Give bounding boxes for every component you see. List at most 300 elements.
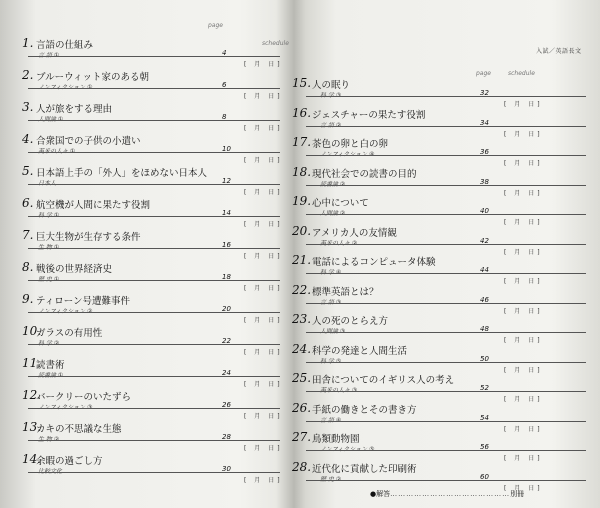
entry-page-number: 40 — [480, 207, 489, 215]
bracket: ] — [537, 484, 543, 492]
toc-entry — [22, 132, 283, 164]
schedule-month-label: 月 — [254, 125, 264, 132]
page-column-label: page — [476, 70, 491, 77]
entry-rule — [306, 362, 586, 363]
bracket: [ — [504, 248, 510, 256]
schedule-month-label: 月 — [514, 130, 524, 138]
entry-number: 7. — [22, 228, 34, 242]
schedule-day-label: 日 — [268, 349, 278, 356]
entry-number: 19. — [292, 194, 312, 208]
entry-title: 電話によるコンピュータ体験 — [312, 257, 436, 268]
schedule-field[interactable] — [244, 347, 283, 356]
entry-number: 15. — [292, 76, 312, 90]
entry-category: ノンフィクション ⑤ — [320, 446, 375, 453]
bracket: [ — [244, 157, 250, 164]
toc-entry — [292, 76, 586, 106]
entry-rule — [306, 155, 586, 156]
schedule-month-label: 月 — [254, 349, 264, 356]
entry-rule — [306, 214, 586, 215]
entry-category: 読書論 ① — [38, 372, 64, 379]
entry-title: 言語の仕組み — [36, 40, 94, 51]
schedule-day-label: 日 — [268, 93, 278, 100]
bracket: ] — [537, 101, 543, 108]
entry-rule — [306, 273, 586, 274]
entry-rule — [28, 120, 280, 121]
entry-title: 航空機が人間に果たす役割 — [36, 200, 151, 211]
entry-page-number: 18 — [222, 273, 231, 281]
entry-rule — [306, 480, 586, 481]
bracket: [ — [244, 413, 250, 420]
toc-entry — [292, 106, 586, 136]
bracket: ] — [537, 278, 543, 285]
schedule-day-label: 日 — [268, 317, 278, 324]
entry-number: 12. — [22, 388, 42, 402]
separate-volume-label: 別冊 — [510, 490, 525, 498]
entry-title: 人の眠り — [312, 80, 351, 91]
bracket: [ — [504, 484, 510, 492]
toc-entry — [22, 68, 283, 100]
schedule-field[interactable] — [244, 379, 283, 388]
entry-rule — [28, 440, 280, 441]
entry-rule — [28, 216, 280, 217]
entry-number: 25. — [292, 371, 312, 385]
entry-number: 1. — [22, 36, 34, 50]
toc-entry — [292, 135, 586, 165]
schedule-month-label: 月 — [514, 101, 524, 108]
toc-entry — [292, 342, 586, 372]
toc-entry — [22, 228, 283, 260]
bracket: ] — [537, 130, 543, 138]
bracket: [ — [504, 101, 510, 108]
entry-page-number: 44 — [480, 266, 489, 274]
entry-page-number: 42 — [480, 236, 489, 245]
schedule-column-label: schedule — [508, 70, 535, 77]
entry-title: 人が旅をする理由 — [36, 104, 113, 115]
entry-title: 鳥類動物園 — [312, 434, 360, 445]
entry-category: 言 語 ① — [38, 52, 60, 59]
toc-entry — [292, 401, 586, 431]
entry-title: 日本語上手の「外人」をほめない日本人 — [36, 168, 208, 179]
entry-rule — [306, 391, 586, 392]
entry-page-number: 50 — [480, 354, 489, 363]
entry-rule — [306, 303, 586, 304]
entry-page-number: 32 — [480, 89, 489, 97]
entry-page-number: 52 — [480, 384, 489, 392]
schedule-month-label: 月 — [514, 484, 524, 492]
bracket: [ — [244, 189, 250, 196]
bracket: ] — [277, 253, 283, 260]
entry-title: カキの不思議な生態 — [36, 424, 122, 435]
entry-title: 現代社会での読書の目的 — [312, 168, 417, 180]
entry-page-number: 10 — [222, 145, 231, 153]
entry-number: 21. — [292, 253, 312, 267]
entry-number: 2. — [22, 68, 34, 82]
bracket: [ — [244, 445, 250, 452]
left-page — [0, 0, 288, 508]
schedule-month-label: 月 — [514, 248, 524, 256]
schedule-day-label: 日 — [528, 219, 538, 226]
entry-category: ノンフィクション ③ — [38, 404, 93, 411]
schedule-month-label: 月 — [514, 160, 524, 167]
bracket: ] — [277, 189, 283, 196]
schedule-month-label: 月 — [254, 189, 264, 196]
schedule-day-label: 日 — [528, 130, 538, 138]
schedule-month-label: 月 — [254, 317, 264, 324]
entry-number: 22. — [292, 282, 312, 297]
bracket: ] — [277, 477, 283, 484]
bracket: ] — [277, 285, 283, 292]
schedule-month-label: 月 — [254, 445, 264, 452]
entry-title: 標準英語とは？ — [312, 286, 379, 298]
schedule-day-label: 日 — [528, 484, 538, 492]
schedule-field[interactable] — [244, 219, 283, 228]
bracket: ] — [277, 317, 283, 324]
bracket: ] — [277, 381, 283, 388]
entry-number: 17. — [292, 135, 312, 149]
entry-number: 28. — [292, 459, 312, 474]
schedule-field[interactable] — [244, 251, 283, 260]
entry-number: 14. — [22, 452, 42, 466]
entry-rule — [28, 152, 280, 153]
entry-rule — [28, 408, 280, 409]
answer-label: ●解答 — [370, 490, 391, 498]
entry-page-number: 30 — [222, 465, 231, 473]
corner-label: 入試／英語長文 — [536, 48, 582, 55]
schedule-day-label: 日 — [528, 337, 538, 344]
bracket: ] — [537, 337, 543, 344]
entry-number: 27. — [292, 430, 312, 444]
toc-entry — [22, 36, 283, 68]
bracket: [ — [244, 317, 250, 324]
schedule-day-label: 日 — [268, 253, 278, 260]
schedule-day-label: 日 — [528, 189, 538, 197]
bracket: ] — [537, 189, 543, 197]
entry-page-number: 56 — [480, 443, 489, 451]
toc-entry — [22, 452, 283, 484]
entry-number: 4. — [22, 132, 34, 146]
schedule-month-label: 月 — [254, 413, 264, 420]
entry-title: ティローン号遭難事件 — [36, 296, 131, 307]
toc-entry — [22, 356, 283, 388]
entry-category: ノンフィクション ① — [38, 84, 93, 91]
schedule-day-label: 日 — [268, 221, 278, 228]
schedule-month-label: 月 — [254, 157, 264, 164]
entry-number: 18. — [292, 164, 312, 179]
toc-entry — [22, 324, 283, 356]
bracket: [ — [504, 130, 510, 138]
entry-page-number: 4 — [222, 49, 227, 57]
bracket: ] — [277, 125, 283, 132]
schedule-day-label: 日 — [528, 366, 538, 374]
entry-category: 英米の人々 ③ — [320, 387, 358, 394]
entry-title: 余暇の過ごし方 — [36, 456, 103, 467]
bracket: ] — [277, 93, 283, 100]
entry-title: 手紙の働きとその書き方 — [312, 404, 417, 416]
bracket: ] — [537, 307, 543, 315]
schedule-field[interactable] — [244, 155, 283, 164]
entry-rule — [28, 344, 280, 345]
entry-rule — [306, 332, 586, 333]
right-page — [292, 0, 600, 508]
schedule-field[interactable] — [244, 123, 283, 132]
bracket: ] — [537, 366, 543, 374]
bracket: [ — [504, 337, 510, 344]
entry-category: 科 学 ② — [38, 340, 60, 347]
entry-number: 23. — [292, 312, 312, 326]
entry-page-number: 60 — [480, 472, 489, 481]
answer-footer — [370, 489, 524, 499]
entry-title: 茶色の卵と白の卵 — [312, 139, 389, 150]
schedule-day-label: 日 — [268, 189, 278, 196]
bracket: [ — [244, 221, 250, 228]
bracket: [ — [244, 381, 250, 388]
schedule-month-label: 月 — [254, 253, 264, 260]
entry-category: 言 語 ④ — [320, 416, 342, 424]
bracket: [ — [244, 93, 250, 100]
toc-entry — [292, 224, 586, 254]
schedule-day-label: 日 — [528, 307, 538, 315]
entry-page-number: 34 — [480, 118, 489, 127]
bracket: ] — [537, 455, 543, 462]
entry-title: 合衆国での子供の小遣い — [36, 136, 141, 147]
schedule-field[interactable] — [244, 443, 283, 452]
toc-entry — [292, 371, 586, 401]
entry-rule — [28, 312, 280, 313]
entry-rule — [28, 88, 280, 89]
entry-title: 田舎についてのイギリス人の考え — [312, 375, 455, 386]
entry-rule — [306, 244, 586, 245]
schedule-month-label: 月 — [254, 93, 264, 100]
entry-title: 科学の発達と人間生活 — [312, 345, 408, 357]
schedule-month-label: 月 — [254, 477, 264, 484]
entry-rule — [28, 248, 280, 249]
entry-number: 9. — [22, 292, 34, 306]
entry-category: ノンフィクション ② — [38, 308, 93, 315]
entry-title: バークリーのいたずら — [36, 392, 132, 403]
bracket: ] — [537, 425, 543, 433]
bracket: [ — [504, 455, 510, 462]
schedule-month-label: 月 — [514, 396, 524, 403]
entry-rule — [306, 96, 586, 97]
entry-category: 日本人 — [38, 180, 57, 187]
entry-number: 6. — [22, 196, 34, 210]
toc-entry — [22, 100, 283, 132]
schedule-day-label: 日 — [528, 101, 538, 108]
entry-category: 人間論 ① — [38, 116, 64, 123]
entry-category: 科 学 ⑤ — [320, 357, 342, 365]
entry-page-number: 8 — [222, 113, 227, 121]
entry-rule — [306, 185, 586, 186]
bracket: [ — [244, 253, 250, 260]
entry-page-number: 26 — [222, 401, 231, 409]
bracket: ] — [277, 61, 283, 68]
entry-page-number: 14 — [222, 209, 231, 217]
entry-rule — [306, 421, 586, 422]
schedule-day-label: 日 — [528, 455, 538, 462]
entry-page-number: 48 — [480, 325, 489, 333]
bracket: [ — [504, 189, 510, 197]
schedule-month-label: 月 — [514, 455, 524, 462]
entry-page-number: 16 — [222, 241, 231, 249]
entry-category: 歴 史 ② — [320, 475, 342, 483]
bracket: [ — [244, 125, 250, 132]
schedule-day-label: 日 — [528, 425, 538, 433]
schedule-day-label: 日 — [268, 157, 278, 164]
schedule-field[interactable] — [244, 59, 283, 68]
toc-entry — [292, 460, 586, 490]
entry-number: 10. — [22, 324, 42, 338]
bracket: ] — [537, 396, 543, 403]
schedule-day-label: 日 — [528, 396, 538, 403]
entry-page-number: 24 — [222, 369, 231, 377]
entry-number: 26. — [292, 400, 312, 415]
schedule-month-label: 月 — [514, 366, 524, 374]
entry-category: 言 語 ③ — [320, 298, 342, 306]
toc-entry — [22, 388, 283, 420]
entry-category: 歴 史 ① — [38, 276, 60, 283]
entry-category: 生 物 ① — [38, 244, 60, 251]
entry-rule — [28, 184, 280, 185]
entry-title: ブルーウィット家のある朝 — [36, 72, 150, 83]
schedule-day-label: 日 — [528, 278, 538, 285]
bracket: ] — [537, 160, 543, 167]
entry-number: 3. — [22, 100, 34, 114]
entry-category: 英米の人々 ① — [38, 148, 76, 155]
schedule-month-label: 月 — [514, 307, 524, 315]
entry-title: ガラスの有用性 — [36, 328, 103, 339]
schedule-month-label: 月 — [254, 221, 264, 228]
entry-title: 人の死のとらえ方 — [312, 316, 389, 327]
schedule-month-label: 月 — [254, 285, 264, 292]
bracket: ] — [277, 157, 283, 164]
schedule-month-label: 月 — [514, 189, 524, 197]
entry-page-number: 12 — [222, 177, 231, 185]
bracket: [ — [244, 349, 250, 356]
entry-category: ノンフィクション ④ — [320, 151, 375, 158]
schedule-day-label: 日 — [268, 477, 278, 484]
entry-category: 科 学 ④ — [320, 269, 342, 276]
entry-page-number: 6 — [222, 81, 227, 89]
schedule-month-label: 月 — [514, 219, 524, 226]
entry-title: 近代化に貢献した印刷術 — [312, 463, 417, 475]
schedule-month-label: 月 — [514, 278, 524, 285]
entry-page-number: 28 — [222, 433, 231, 441]
entry-page-number: 36 — [480, 148, 489, 156]
schedule-field[interactable] — [244, 91, 283, 100]
entry-rule — [28, 376, 280, 377]
schedule-day-label: 日 — [268, 125, 278, 132]
bracket: [ — [504, 425, 510, 433]
entry-title: 戦後の世界経済史 — [36, 264, 113, 275]
toc-entry — [22, 196, 283, 228]
entry-category: 比較文化 — [38, 468, 63, 475]
schedule-month-label: 月 — [254, 381, 264, 388]
bracket: [ — [244, 285, 250, 292]
bracket: [ — [504, 396, 510, 403]
bracket: ] — [537, 219, 543, 226]
entry-category: 科 学 ① — [38, 212, 60, 219]
toc-entry — [292, 165, 586, 195]
entry-category: 英米の人々 ② — [320, 239, 358, 247]
entry-number: 20. — [292, 223, 312, 238]
schedule-month-label: 月 — [514, 425, 524, 433]
entry-title: 心中について — [312, 198, 369, 209]
toc-entry — [292, 253, 586, 283]
schedule-month-label: 月 — [514, 337, 524, 344]
schedule-day-label: 日 — [268, 413, 278, 420]
entry-category: 人間論 ② — [320, 210, 346, 217]
entry-category: 人間論 ③ — [320, 328, 346, 335]
entry-number: 16. — [292, 105, 312, 120]
schedule-day-label: 日 — [268, 381, 278, 388]
entry-page-number: 38 — [480, 177, 489, 186]
schedule-day-label: 日 — [528, 160, 538, 167]
bracket: ] — [537, 248, 543, 256]
toc-entry — [22, 164, 283, 196]
bracket: ] — [277, 221, 283, 228]
bracket: [ — [244, 477, 250, 484]
schedule-field[interactable] — [244, 475, 283, 484]
bracket: [ — [504, 278, 510, 285]
entry-rule — [28, 280, 280, 281]
entry-title: 巨大生物が生存する条件 — [36, 232, 141, 243]
bracket: [ — [504, 366, 510, 374]
schedule-day-label: 日 — [268, 445, 278, 452]
bracket: [ — [504, 160, 510, 167]
entry-page-number: 22 — [222, 337, 231, 345]
toc-entry — [292, 312, 586, 342]
schedule-month-label: 月 — [254, 61, 264, 68]
toc-entry — [22, 292, 283, 324]
entry-category: 生 物 ② — [38, 436, 60, 443]
schedule-day-label: 日 — [268, 61, 278, 68]
toc-entry — [292, 194, 586, 224]
schedule-field[interactable] — [244, 315, 283, 324]
schedule-field[interactable] — [244, 411, 283, 420]
entry-title: アメリカ人の友情観 — [312, 227, 397, 239]
entry-page-number: 20 — [222, 305, 231, 313]
entry-page-number: 46 — [480, 295, 489, 304]
entry-title: ジェスチャーの果たす役割 — [312, 109, 426, 121]
bracket: ] — [277, 413, 283, 420]
toc-entry — [292, 430, 586, 460]
toc-entry — [22, 420, 283, 452]
schedule-column-label: schedule — [262, 40, 289, 47]
schedule-day-label: 日 — [268, 285, 278, 292]
bracket: [ — [244, 61, 250, 68]
entry-rule — [28, 472, 280, 473]
bracket: [ — [504, 307, 510, 315]
entry-page-number: 54 — [480, 413, 489, 422]
toc-entry — [22, 260, 283, 292]
entry-number: 5. — [22, 164, 34, 178]
entry-rule — [306, 450, 586, 451]
entry-category: 言 語 ② — [320, 121, 342, 129]
bracket: ] — [277, 349, 283, 356]
entry-rule — [306, 126, 586, 127]
leader-dots: ……………………………………… — [390, 490, 511, 498]
entry-number: 24. — [292, 341, 312, 356]
entry-category: 読書論 ② — [320, 180, 346, 188]
entry-number: 8. — [22, 260, 34, 274]
page-column-label: page — [208, 22, 223, 29]
entry-number: 11. — [22, 356, 42, 370]
toc-entry — [292, 283, 586, 313]
schedule-field[interactable] — [244, 283, 283, 292]
entry-category: 科 学 ③ — [320, 92, 342, 99]
entry-number: 13. — [22, 420, 42, 434]
schedule-field[interactable] — [244, 187, 283, 196]
